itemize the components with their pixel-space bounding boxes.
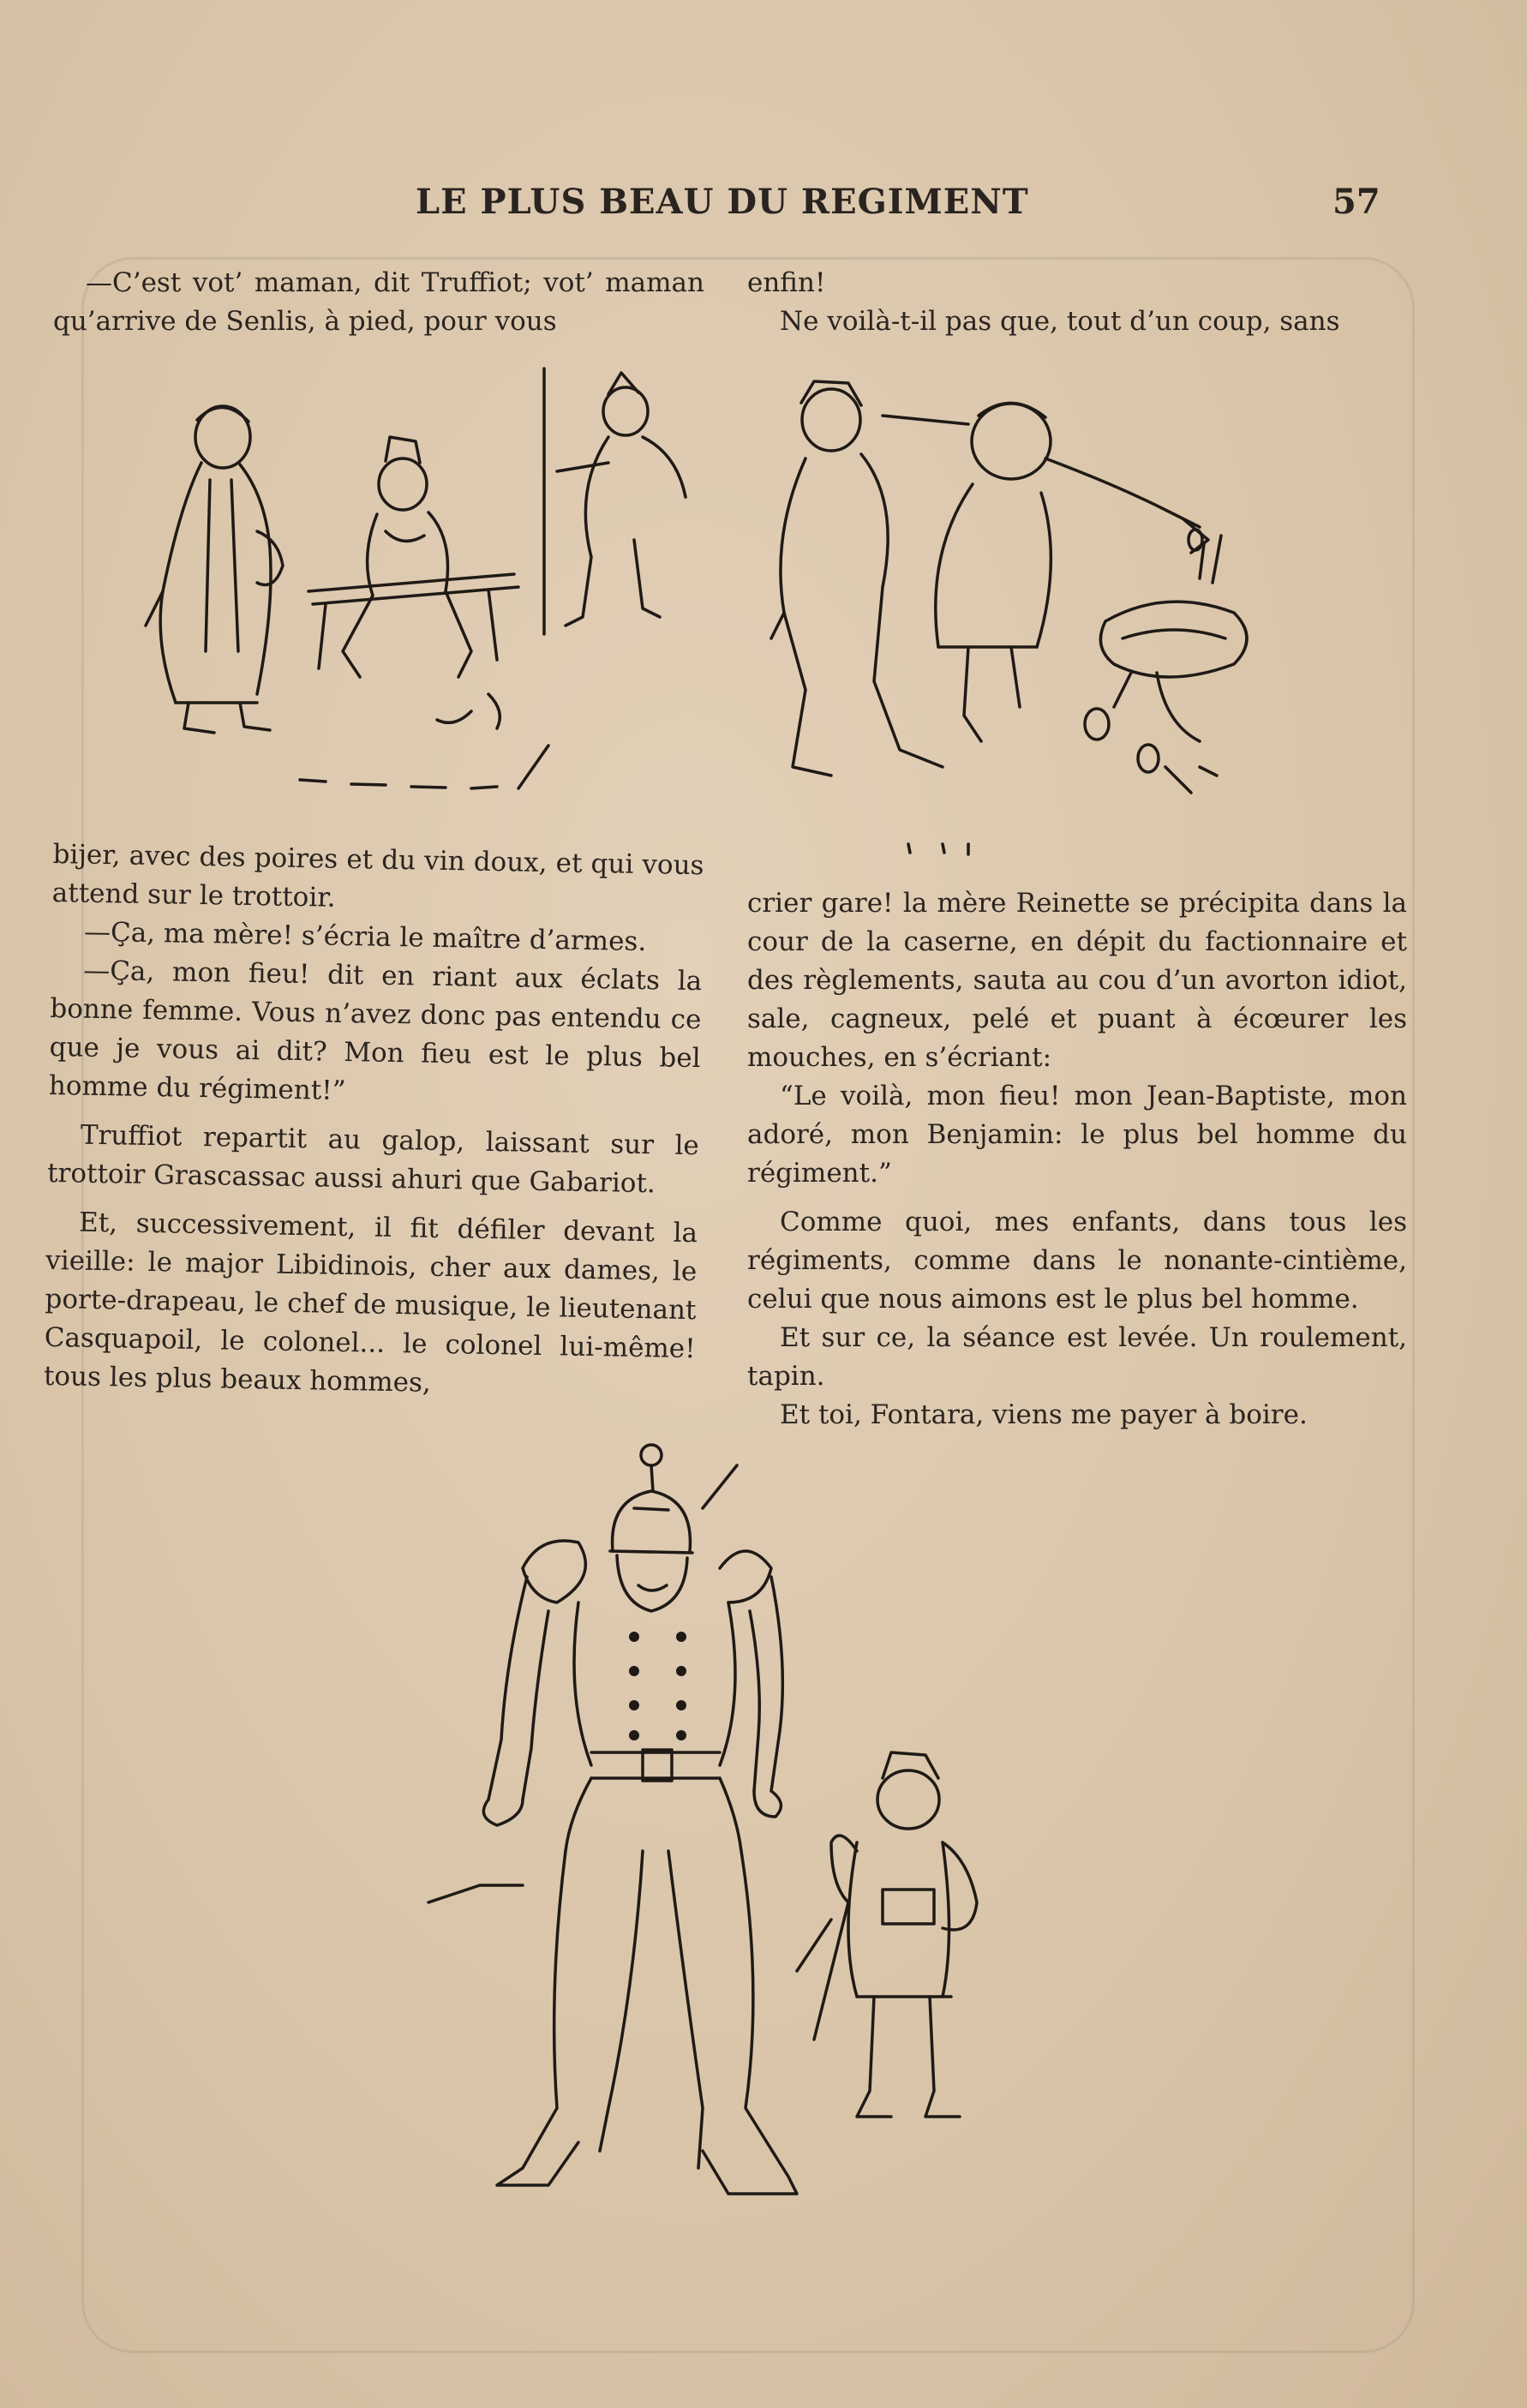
paragraph: Et, successivement, il fit défiler devant la vieille: le major Libidinois, cher aux dames, le porte-drapeau, le chef de musique, le lieutenant Casquapoil, le colonel... le colonel lui-même! tous les plus beaux hommes, bbox=[43, 1207, 698, 1399]
paragraph: Truffiot repartit au galop, laissant sur le trottoir Grascassac aussi ahuri que Gabariot. bbox=[46, 1119, 700, 1200]
paragraph: enfin! bbox=[747, 267, 826, 298]
paragraph: crier gare! la mère Reinette se précipita dans la cour de la caserne, en dépit du factionnaire et des règlements, sauta au cou d’un avorton idiot, sale, cagneux, pelé et puant à écœurer les mouches, en s’écriant: bbox=[747, 888, 1407, 1073]
paragraph: —Ça, ma mère! s’écria le maître d’armes. bbox=[83, 916, 647, 958]
illustration-tall-officer-and-small-soldier bbox=[428, 1440, 1045, 2279]
running-title: LE PLUS BEAU DU REGIMENT bbox=[416, 182, 1029, 222]
paragraph: Et toi, Fontara, viens me payer à boire. bbox=[780, 1399, 1308, 1430]
paragraph: —Ça, mon fieu! dit en riant aux éclats la bonne femme. Vous n’avez donc pas entendu ce que je vous ai dit? Mon fieu est le plus bel homme du régiment!” bbox=[48, 955, 703, 1107]
paragraph: Ne voilà-t-il pas que, tout d’un coup, sans bbox=[780, 306, 1340, 337]
paragraph: Comme quoi, mes enfants, dans tous les régiments, comme dans le nonante-cintième, celui que nous aimons est le plus bel homme. bbox=[747, 1207, 1407, 1315]
column-1-top bbox=[53, 264, 704, 341]
column-2-bottom bbox=[747, 884, 1407, 1435]
page-number: 57 bbox=[1332, 182, 1380, 222]
page-header bbox=[0, 182, 1527, 233]
paragraph: —C’est vot’ maman, dit Truffiot; vot’ maman qu’arrive de Senlis, à pied, pour vous bbox=[53, 267, 704, 337]
paragraph: bijer, avec des poires et du vin doux, et qui vous attend sur le trottoir. bbox=[51, 838, 704, 913]
column-2-top bbox=[747, 264, 1407, 341]
paragraph: “Le voilà, mon fieu! mon Jean-Baptiste, mon adoré, mon Benjamin: le plus bel homme du régiment.” bbox=[747, 1081, 1407, 1189]
illustration-mother-and-soldiers bbox=[129, 368, 703, 831]
illustration-mother-embrace bbox=[754, 364, 1337, 861]
column-1-bottom bbox=[44, 836, 704, 1407]
paragraph: Et sur ce, la séance est levée. Un roulement, tapin. bbox=[747, 1322, 1407, 1392]
